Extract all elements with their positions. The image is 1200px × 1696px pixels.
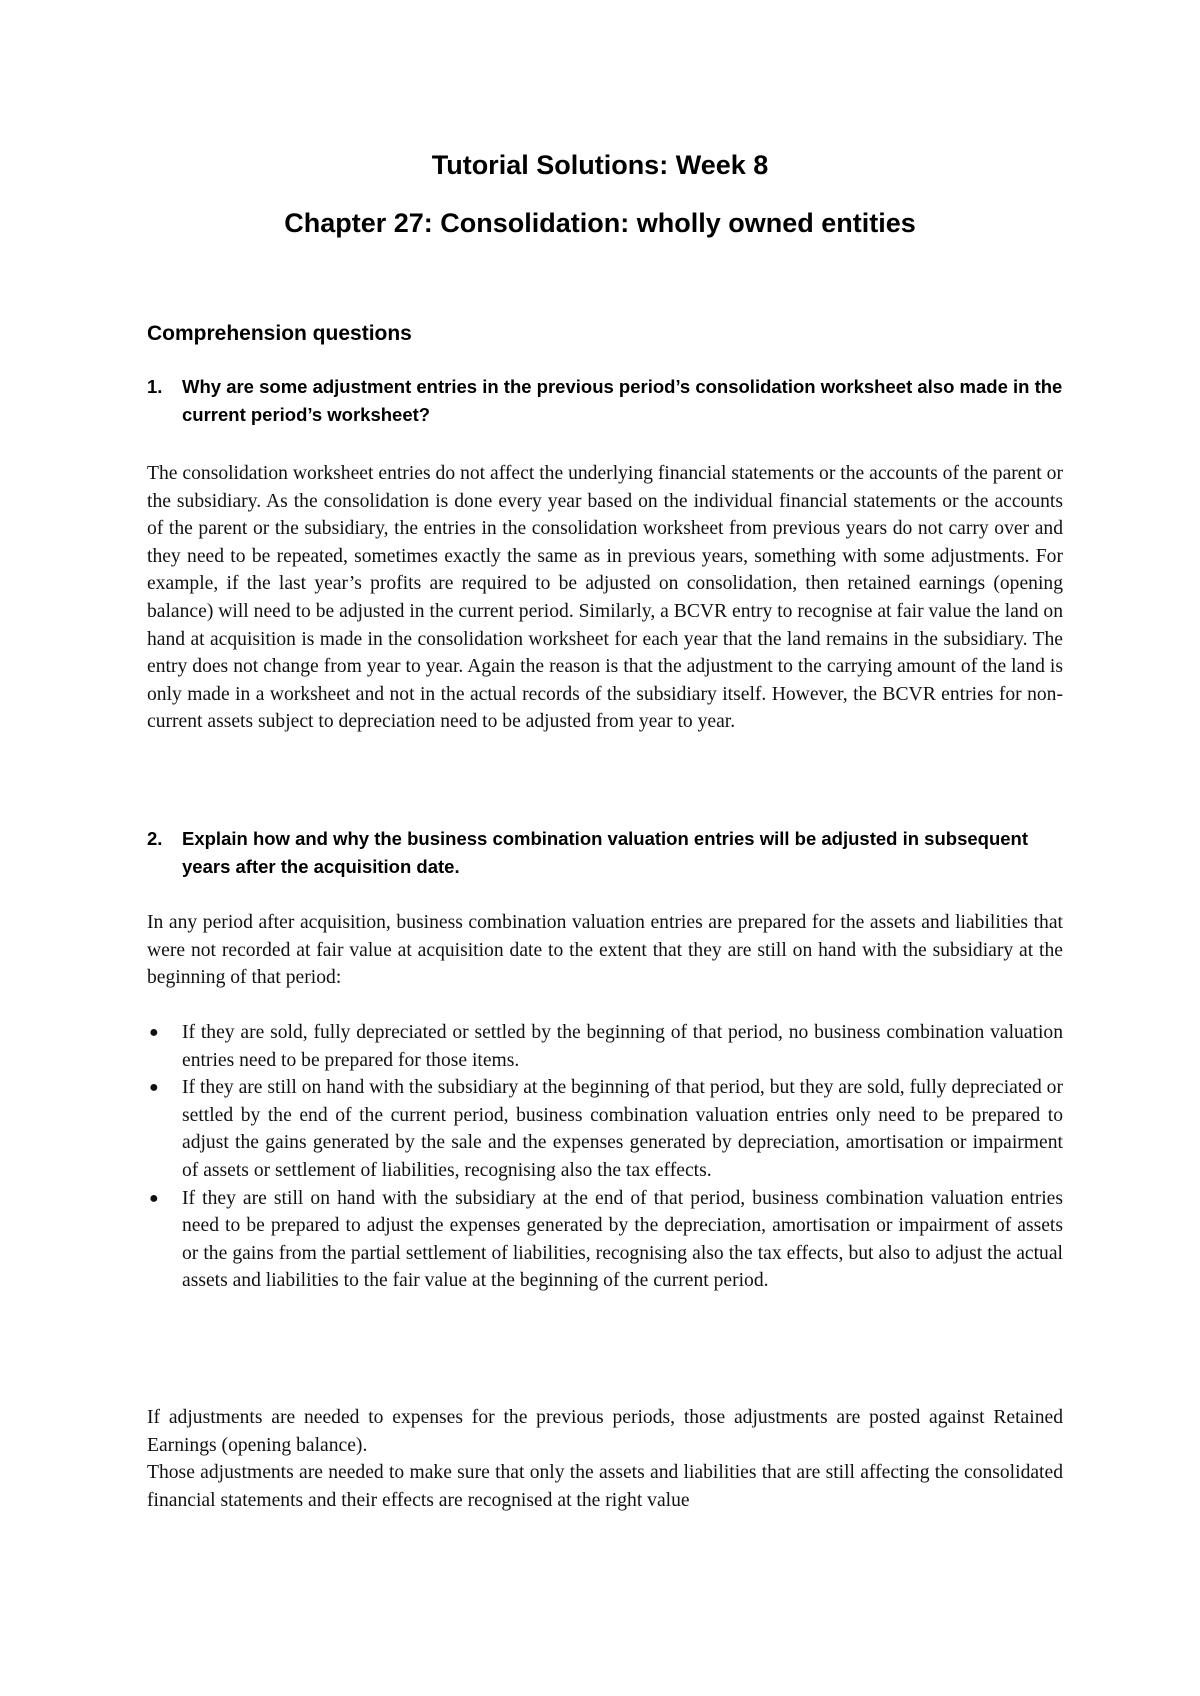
question-number: 1. xyxy=(147,376,163,397)
list-item-text: If they are still on hand with the subsidiary at the beginning of that period, but they are sold, fully depreciated or settled by the end of the current period, business combination valuation entries only need to be prepared to adjust the gains generated by the sale and the expenses generated by depreciation, amortisation or impairment of assets or settlement of liabilities, recognising also the tax effects. xyxy=(182,1077,1063,1181)
answer-2-paragraph-2: If adjustments are needed to expenses for the previous periods, those adjustments are posted against Retained Earnings (opening balance). xyxy=(147,1407,1063,1456)
list-item xyxy=(147,1074,1063,1184)
question-2 xyxy=(147,825,1063,881)
bullet-icon: ● xyxy=(149,1189,159,1207)
chapter-title: Chapter 27: Consolidation: wholly owned entities xyxy=(284,208,916,238)
section-title: Comprehension questions xyxy=(147,322,412,345)
list-item xyxy=(147,1185,1063,1295)
answer-2-intro: In any period after acquisition, business combination valuation entries are prepared for the assets and liabilities that were not recorded at fair value at acquisition date to the extent that they are still on hand with the subsidiary at the beginning of that period: xyxy=(147,912,1063,989)
list-item-text: If they are sold, fully depreciated or settled by the beginning of that period, no business combination valuation entries need to be prepared for those items. xyxy=(182,1022,1063,1071)
question-text: Explain how and why the business combination valuation entries will be adjusted in subsequent years after the acquisition date. xyxy=(182,828,1028,877)
bullet-icon: ● xyxy=(149,1079,159,1097)
question-1 xyxy=(147,373,1063,429)
list-item xyxy=(147,1019,1063,1074)
bullet-icon: ● xyxy=(149,1024,159,1041)
question-number: 2. xyxy=(147,828,163,849)
answer-1-paragraph: The consolidation worksheet entries do not affect the underlying financial statements or the accounts of the parent or the subsidiary. As the consolidation is done every year based on the individual financial statements or the accounts of the parent or the subsidiary, the entries in the consolidation worksheet from previous years do not carry over and they need to be repeated, sometimes exactly the same as in previous years, something with some adjustments. For example, if the last year’s profits are required to be adjusted on consolidation, then retained earnings (opening balance) will need to be adjusted in the current period. Similarly, a BCVR entry to recognise at fair value the land on hand at acquisition is made in the consolidation worksheet for each year that the land remains in the subsidiary. The entry does not change from year to year. Again the reason is that the adjustment to the carrying amount of the land is only made in a worksheet and not in the actual records of the subsidiary itself. However, the BCVR entries for non-current assets subject to depreciation need to be adjusted from year to year. xyxy=(147,463,1063,733)
answer-2-paragraph-3: Those adjustments are needed to make sure that only the assets and liabilities that are still affecting the consolidated financial statements and their effects are recognised at the right value xyxy=(147,1462,1063,1511)
list-item-text: If they are still on hand with the subsidiary at the end of that period, business combination valuation entries need to be prepared to adjust the expenses generated by the depreciation, amortisation or impairment of assets or the gains from the partial settlement of liabilities, recognising also the tax effects, but also to adjust the actual assets and liabilities to the fair value at the beginning of the current period. xyxy=(182,1187,1063,1292)
question-text: Why are some adjustment entries in the previous period’s consolidation worksheet also made in the current period’s worksheet? xyxy=(182,376,1063,425)
answer-2-bullet-list xyxy=(147,1019,1063,1295)
document-title: Tutorial Solutions: Week 8 xyxy=(431,150,769,180)
